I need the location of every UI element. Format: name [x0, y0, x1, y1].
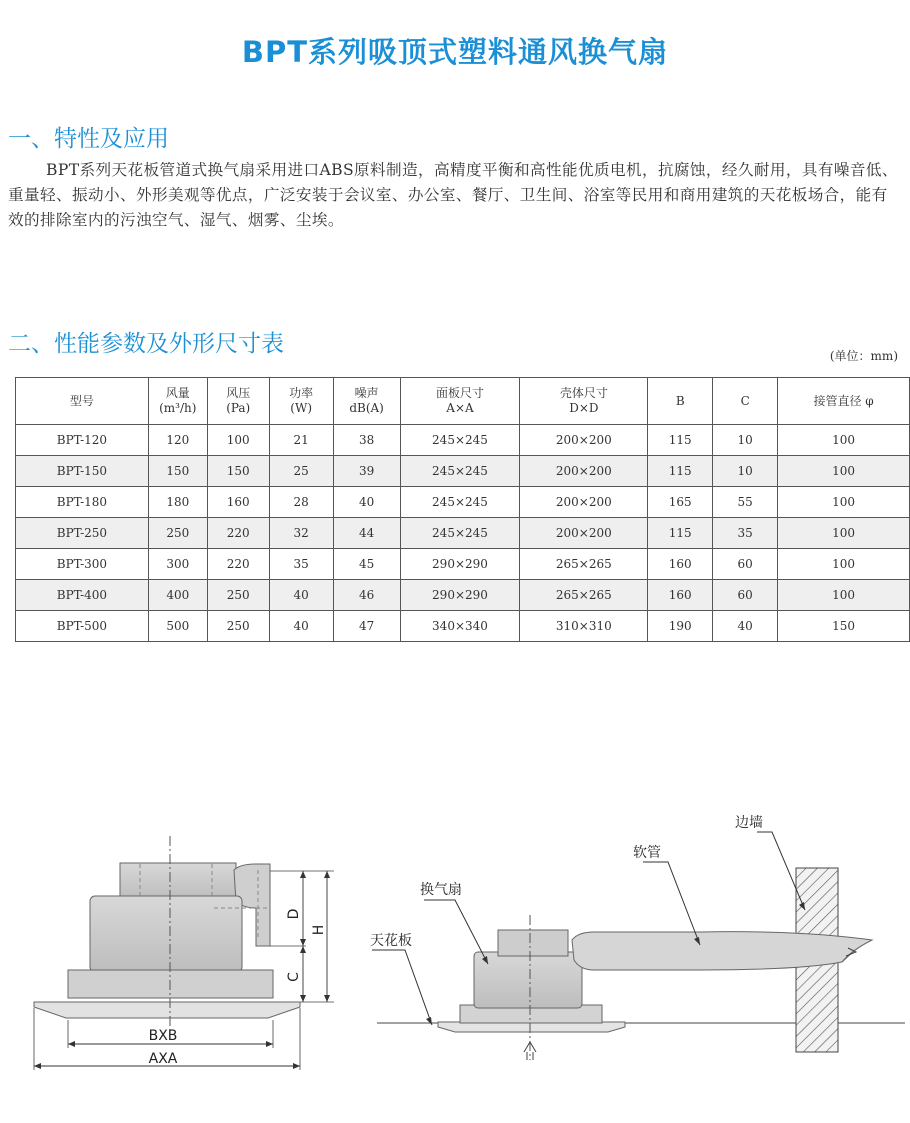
page-title: BPT系列吸顶式塑料通风换气扇	[241, 35, 669, 69]
table-cell: 150	[778, 611, 910, 642]
table-cell: 25	[269, 456, 333, 487]
header-model: 型号	[16, 378, 149, 425]
flexible-hose	[572, 932, 872, 970]
table-cell: 35	[269, 549, 333, 580]
features-paragraph: BPT系列天花板管道式换气扇采用进口ABS原料制造，高精度平衡和高性能优质电机，抗腐蚀，经久耐用，具有噪音低、重量轻、振动小、外形美观等优点，广泛安装于会议室、办公室、餐厅、卫生间、浴室等民用和商用建筑的天花板场合，能有效的排除室内的污浊空气、湿气、烟雾、尘埃。	[8, 161, 898, 229]
table-cell: 10	[713, 425, 778, 456]
table-cell: 55	[713, 487, 778, 518]
table-cell: 200×200	[520, 518, 648, 549]
table-cell: 39	[333, 456, 400, 487]
table-cell: 100	[778, 425, 910, 456]
fan-dimension-diagram	[34, 836, 334, 1070]
header-airflow: 风量 (m³/h)	[148, 378, 207, 425]
table-cell: 100	[778, 518, 910, 549]
table-cell: 300	[148, 549, 207, 580]
table-cell: 38	[333, 425, 400, 456]
table-cell: 45	[333, 549, 400, 580]
table-cell: 250	[207, 580, 269, 611]
table-cell: 290×290	[400, 549, 520, 580]
header-power: 功率 (W)	[269, 378, 333, 425]
table-row	[16, 549, 910, 580]
label-ceiling: 天花板	[370, 933, 412, 949]
table-cell: 265×265	[520, 580, 648, 611]
label-exhaust-fan: 换气扇	[420, 882, 462, 898]
table-cell: 21	[269, 425, 333, 456]
table-cell: 265×265	[520, 549, 648, 580]
table-row	[16, 611, 910, 642]
table-cell: 100	[778, 487, 910, 518]
table-cell: 340×340	[400, 611, 520, 642]
header-duct-diameter: 接管直径 φ	[778, 378, 910, 425]
dim-label-c: C	[286, 972, 302, 982]
table-cell: 200×200	[520, 487, 648, 518]
table-row	[16, 580, 910, 611]
section-heading-features: 一、特性及应用	[8, 126, 169, 152]
label-side-wall: 边墙	[735, 815, 763, 831]
dim-label-h: H	[311, 924, 327, 936]
table-cell: 290×290	[400, 580, 520, 611]
label-flexible-hose: 软管	[633, 845, 661, 861]
fan-housing	[90, 896, 242, 972]
dim-label-bxb: BXB	[148, 1028, 178, 1044]
table-cell: 310×310	[520, 611, 648, 642]
header-pressure: 风压 (Pa)	[207, 378, 269, 425]
table-cell: 220	[207, 518, 269, 549]
table-cell: 60	[713, 549, 778, 580]
table-cell: 100	[778, 580, 910, 611]
unit-note: (单位：mm)	[829, 349, 898, 363]
table-cell: BPT-400	[16, 580, 149, 611]
header-shell-size: 壳体尺寸 D×D	[520, 378, 648, 425]
table-cell: 100	[778, 456, 910, 487]
table-cell: 40	[269, 580, 333, 611]
header-panel-size: 面板尺寸 A×A	[400, 378, 520, 425]
header-noise: 噪声 dB(A)	[333, 378, 400, 425]
table-cell: 500	[148, 611, 207, 642]
dim-label-axa: AXA	[148, 1051, 178, 1067]
table-cell: 28	[269, 487, 333, 518]
table-cell: BPT-300	[16, 549, 149, 580]
table-cell: 32	[269, 518, 333, 549]
installation-diagrams	[0, 780, 910, 1123]
table-cell: BPT-150	[16, 456, 149, 487]
table-cell: 160	[648, 549, 713, 580]
table-cell: 245×245	[400, 518, 520, 549]
table-cell: 35	[713, 518, 778, 549]
table-row	[16, 487, 910, 518]
table-row	[16, 456, 910, 487]
table-cell: 250	[148, 518, 207, 549]
section-heading-parameters: 二、性能参数及外形尺寸表	[8, 331, 284, 357]
table-cell: 200×200	[520, 425, 648, 456]
table-cell: 40	[269, 611, 333, 642]
table-cell: 160	[648, 580, 713, 611]
header-b: B	[648, 378, 713, 425]
table-cell: 220	[207, 549, 269, 580]
table-cell: BPT-120	[16, 425, 149, 456]
fan-ceiling-panel	[34, 1002, 300, 1018]
header-c: C	[713, 378, 778, 425]
table-cell: 40	[713, 611, 778, 642]
table-row	[16, 518, 910, 549]
table-cell: 200×200	[520, 456, 648, 487]
table-cell: 115	[648, 425, 713, 456]
dim-label-d: D	[286, 908, 302, 920]
installed-fan-body	[474, 952, 582, 1008]
table-cell: BPT-180	[16, 487, 149, 518]
table-cell: 160	[207, 487, 269, 518]
table-cell: 120	[148, 425, 207, 456]
table-row	[16, 425, 910, 456]
table-cell: 165	[648, 487, 713, 518]
table-cell: 100	[207, 425, 269, 456]
table-cell: 46	[333, 580, 400, 611]
table-cell: 115	[648, 518, 713, 549]
parameters-table	[15, 377, 910, 642]
table-cell: 150	[148, 456, 207, 487]
table-cell: 245×245	[400, 425, 520, 456]
table-cell: 10	[713, 456, 778, 487]
table-header-row	[16, 378, 910, 425]
table-cell: 60	[713, 580, 778, 611]
table-cell: 245×245	[400, 487, 520, 518]
table-cell: 100	[778, 549, 910, 580]
table-cell: 400	[148, 580, 207, 611]
table-cell: 47	[333, 611, 400, 642]
table-cell: 245×245	[400, 456, 520, 487]
table-cell: 150	[207, 456, 269, 487]
table-cell: BPT-250	[16, 518, 149, 549]
table-cell: 40	[333, 487, 400, 518]
table-cell: 250	[207, 611, 269, 642]
installation-diagram	[370, 814, 905, 1060]
table-cell: 44	[333, 518, 400, 549]
table-cell: 190	[648, 611, 713, 642]
table-cell: 115	[648, 456, 713, 487]
table-cell: BPT-500	[16, 611, 149, 642]
fan-motor-block	[120, 863, 236, 899]
table-cell: 180	[148, 487, 207, 518]
